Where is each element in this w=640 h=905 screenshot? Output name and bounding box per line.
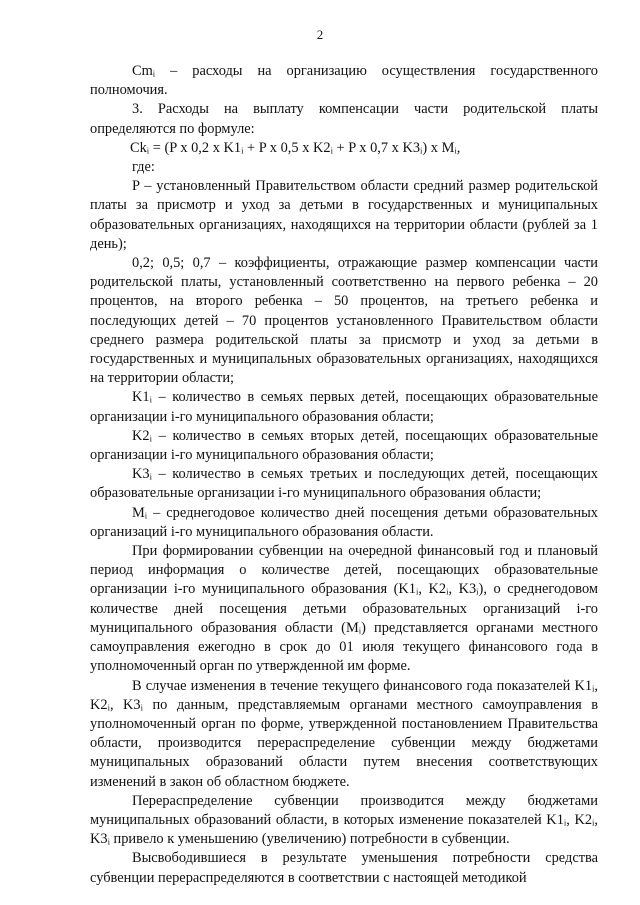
paragraph-k1: K1ᵢ – количество в семьях первых детей, посещающих образовательные организации i-го муниципального образования области;: [90, 389, 598, 425]
paragraph-coefficients: 0,2; 0,5; 0,7 – коэффициенты, отражающие размер компенсации части родительской платы, установленный соответственно на первого ребенка – 20 процентов, на второго ребенка – 50 процентов, на третьего ребенка и последующих детей – 70 процентов установленного Правительством области среднего размера родительской платы за присмотр и уход за детьми в государственных и муниципальных образовательных организациях, находящихся на территории области;: [90, 255, 598, 387]
paragraph-section-3: 3. Расходы на выплату компенсации части родительской платы определяются по формуле:: [90, 101, 598, 137]
paragraph-redistribution: Перераспределение субвенции производится между бюджетами муниципальных образований области, в которых изменение показателей K1ᵢ, K2ᵢ, K3ᵢ привело к уменьшению (увеличению) потребности в субвенции.: [90, 792, 598, 848]
paragraph-p-definition: P – установленный Правительством области средний размер родительской платы за присмотр и уход за детьми в государственных и муниципальных образовательных организациях, находящихся на территории области (рублей за 1 день);: [90, 178, 598, 252]
paragraph-m: Mᵢ – среднегодовое количество дней посещения детьми образовательных организаций i-го муниципального образования области.: [90, 504, 598, 540]
document-body: [90, 62, 598, 888]
paragraph-cm: Cmᵢ – расходы на организацию осуществления государственного полномочия.: [90, 63, 598, 99]
page-number: 2: [316, 27, 324, 42]
paragraph-freed-funds: Высвободившиеся в результате уменьшения потребности средства субвенции перераспределяются в соответствии с настоящей методикой: [90, 850, 598, 886]
paragraph-change: В случае изменения в течение текущего финансового года показателей K1ᵢ, K2ᵢ, K3ᵢ по данным, представляемым органами местного самоуправления в уполномоченный орган по форме, утвержденной постановлением Правительства области, производится перераспределение субвенции между бюджетами муниципальных образований области путем внесения соответствующих изменений в закон об областном бюджете.: [90, 677, 598, 790]
paragraph-formation: При формировании субвенции на очередной финансовый год и плановый период информация о количестве детей, посещающих образовательные организации i-го муниципального образования (K1ᵢ, K2ᵢ, K3ᵢ), о среднегодовом количестве дней посещения детьми образовательных организаций i-го муниципального образования области (Mᵢ) представляется органами местного самоуправления ежегодно в срок до 01 июля текущего финансового года в уполномоченный орган по утвержденной им форме.: [90, 543, 598, 675]
paragraph-k2: K2ᵢ – количество в семьях вторых детей, посещающих образовательные организации i-го муниципального образования области;: [90, 427, 598, 464]
formula: Ckᵢ = (P x 0,2 x K1ᵢ + P x 0,5 x K2ᵢ + P x 0,7 x K3ᵢ) x Mᵢ,: [130, 139, 461, 156]
paragraph-k3: K3ᵢ – количество в семьях третьих и последующих детей, посещающих образовательные организации i-го муниципального образования области;: [90, 466, 598, 502]
paragraph-where: где:: [132, 159, 155, 176]
